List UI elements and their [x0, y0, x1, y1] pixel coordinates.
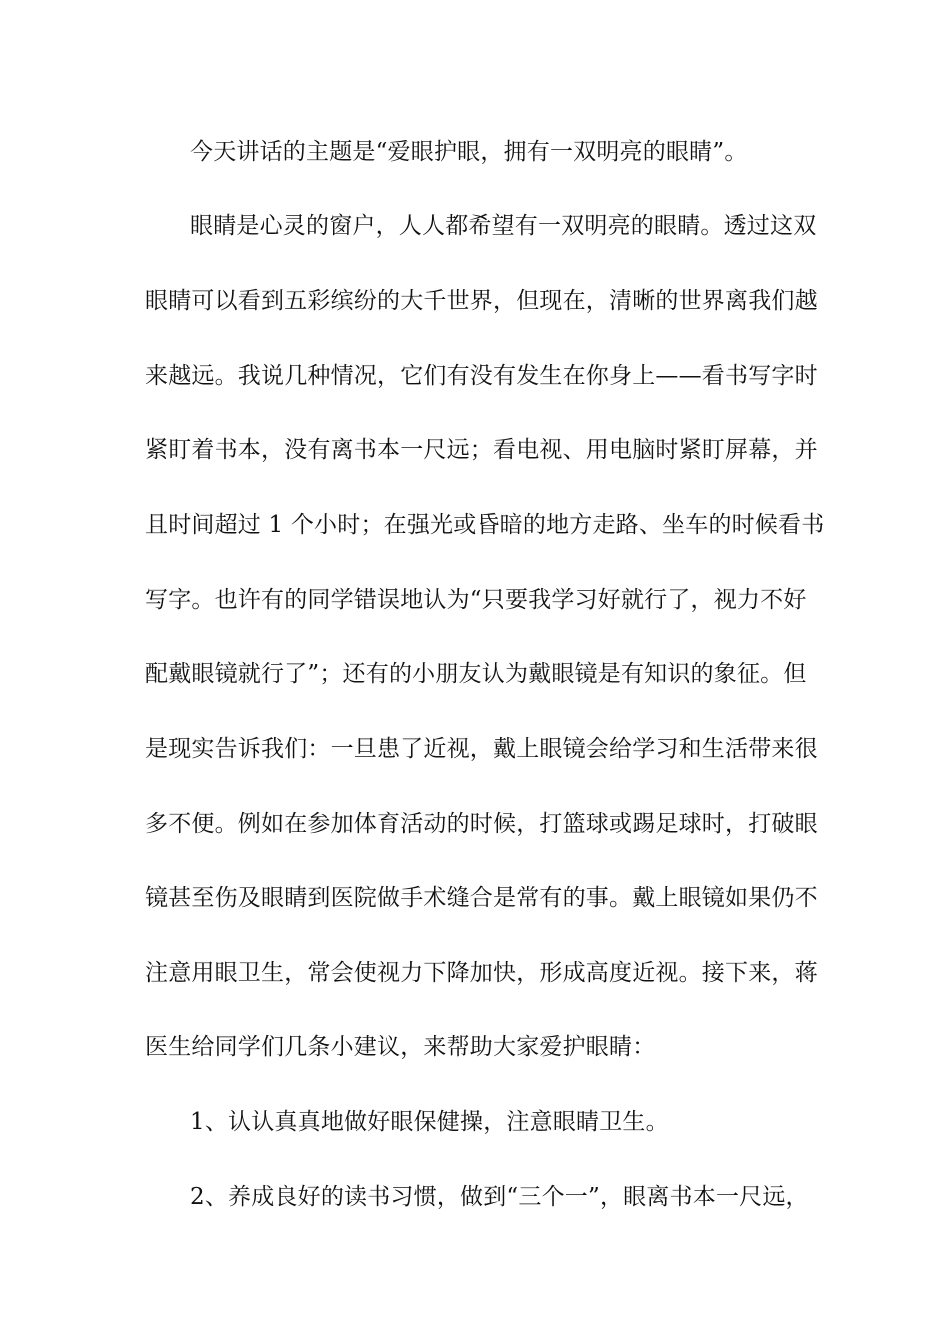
list-item: 2、养成良好的读书习惯，做到“三个一”，眼离书本一尺远， — [190, 1184, 809, 1210]
paragraph-line: 写字。也许有的同学错误地认为“只要我学习好就行了，视力不好 — [145, 587, 807, 613]
paragraph-line: 紧盯着书本，没有离书本一尺远；看电视、用电脑时紧盯屏幕，并 — [145, 437, 818, 463]
paragraph-line: 镜甚至伤及眼睛到医院做手术缝合是常有的事。戴上眼镜如果仍不 — [145, 885, 818, 911]
paragraph-line: 是现实告诉我们：一旦患了近视，戴上眼镜会给学习和生活带来很 — [145, 736, 818, 762]
paragraph-line: 眼睛可以看到五彩缤纷的大千世界，但现在，清晰的世界离我们越 — [145, 288, 818, 314]
paragraph-line: 多不便。例如在参加体育活动的时候，打篮球或踢足球时，打破眼 — [145, 811, 818, 837]
paragraph-line: 注意用眼卫生，常会使视力下降加快，形成高度近视。接下来，蒋 — [145, 960, 818, 986]
paragraph-line: 且时间超过 1 个小时；在强光或昏暗的地方走路、坐车的时候看书 — [145, 512, 825, 538]
paragraph-line: 来越远。我说几种情况，它们有没有发生在你身上——看书写字时 — [145, 363, 818, 389]
list-item: 1、认认真真地做好眼保健操，注意眼睛卫生。 — [190, 1109, 669, 1135]
paragraph-line: 配戴眼镜就行了”；还有的小朋友认为戴眼镜是有知识的象征。但 — [145, 661, 807, 687]
paragraph-line: 今天讲话的主题是“爱眼护眼，拥有一双明亮的眼睛”。 — [190, 139, 748, 165]
paragraph-line: 医生给同学们几条小建议，来帮助大家爱护眼睛： — [145, 1034, 656, 1060]
paragraph-line: 眼睛是心灵的窗户，人人都希望有一双明亮的眼睛。透过这双 — [190, 213, 817, 239]
